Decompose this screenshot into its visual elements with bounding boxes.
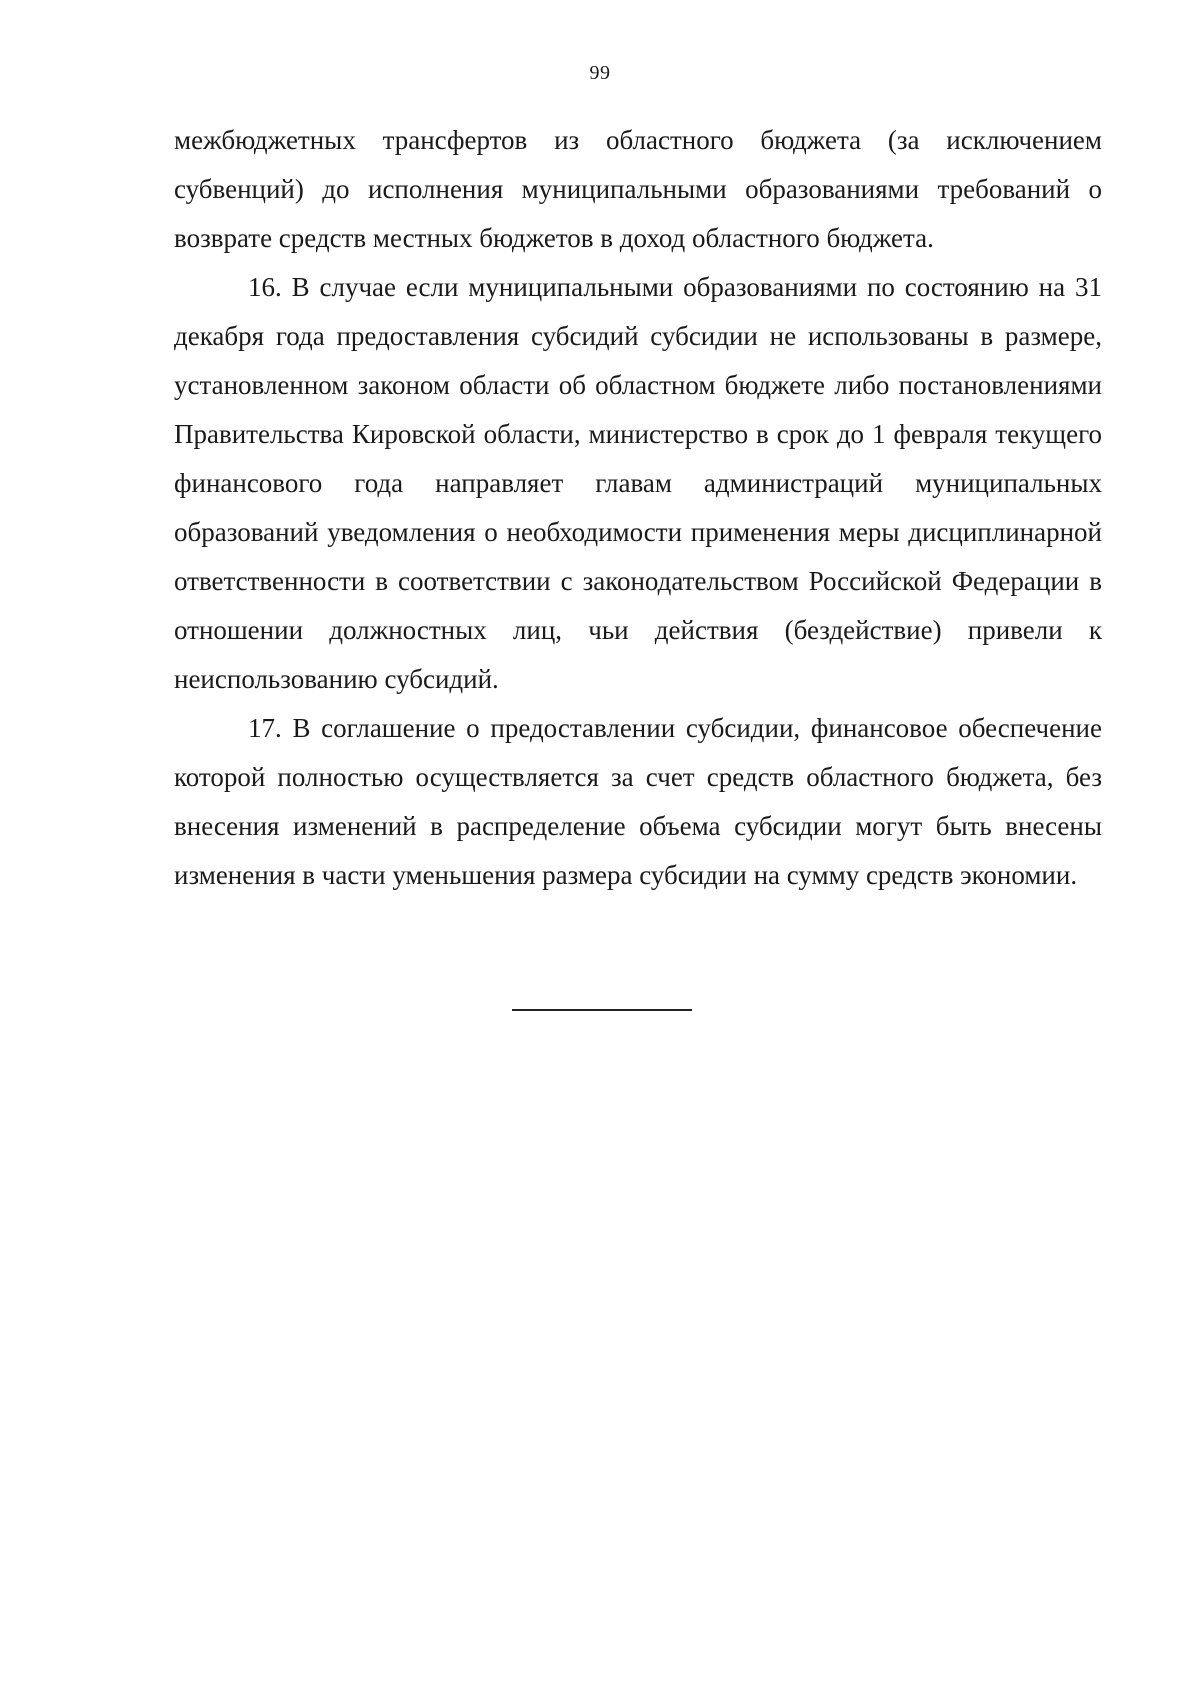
- paragraph-continuation: межбюджетных трансфертов из областного бюджета (за исключением субвенций) до исполнения муниципальными образованиями требований о возврате средств местных бюджетов в доход областного бюджета.: [174, 125, 1102, 253]
- paragraph-17: 17. В соглашение о предоставлении субсидии, финансовое обеспечение которой полностью осуществляется за счет средств областного бюджета, без внесения изменений в распределение объема субсидии могут быть внесены изменения в части уменьшения размера субсидии на сумму средств экономии.: [174, 713, 1102, 890]
- page-number: 99: [589, 62, 611, 84]
- end-of-text-rule: [512, 1009, 692, 1011]
- document-body: [174, 116, 1102, 900]
- paragraph-16: 16. В случае если муниципальными образованиями по состоянию на 31 декабря года предоставления субсидий субсидии не использованы в размере, установленном законом области об областном бюджете либо постановлениями Правительства Кировской области, министерство в срок до 1 февраля текущего финансового года направляет главам администраций муниципальных образований уведомления о необходимости применения меры дисциплинарной ответственности в соответствии с законодательством Российской Федерации в отношении должностных лиц, чьи действия (бездействие) привели к неиспользованию субсидий.: [174, 272, 1102, 694]
